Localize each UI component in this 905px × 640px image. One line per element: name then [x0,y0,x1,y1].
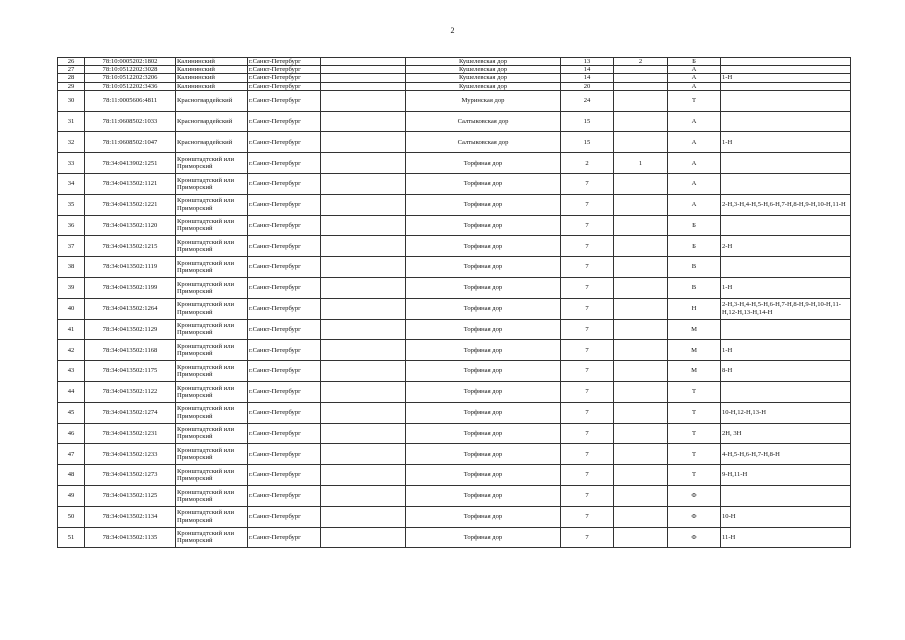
street-cell: Кушелевская дор [406,74,561,82]
building-number-cell [614,215,668,236]
street-cell: Торфяная дор [406,277,561,298]
cadastral-number-cell: 78:34:0413502:1199 [85,277,176,298]
row-number-cell: 31 [58,111,85,132]
letter-cell: Т [668,465,721,486]
street-cell: Торфяная дор [406,506,561,527]
district-cell: Кронштадтский или Приморский [176,465,248,486]
street-cell: Торфяная дор [406,257,561,278]
empty-cell [321,257,406,278]
letter-cell: М [668,340,721,361]
empty-cell [321,111,406,132]
row-number-cell: 43 [58,361,85,382]
house-number-cell: 7 [561,277,614,298]
table-row [58,174,851,195]
house-number-cell: 14 [561,74,614,82]
street-cell: Торфяная дор [406,444,561,465]
city-cell: г.Санкт-Петербург [248,132,321,153]
row-number-cell: 40 [58,298,85,319]
letter-cell: Т [668,90,721,111]
premises-cell [721,82,851,90]
cadastral-number-cell: 78:11:0608502:1047 [85,132,176,153]
table-row [58,298,851,319]
cadastral-number-cell: 78:34:0413502:1120 [85,215,176,236]
city-cell: г.Санкт-Петербург [248,402,321,423]
row-number-cell: 45 [58,402,85,423]
letter-cell: Б [668,236,721,257]
premises-cell [721,485,851,506]
cadastral-number-cell: 78:34:0413502:1274 [85,402,176,423]
premises-cell: 2-Н [721,236,851,257]
street-cell: Торфяная дор [406,361,561,382]
city-cell: г.Санкт-Петербург [248,506,321,527]
building-number-cell: 2 [614,58,668,66]
building-number-cell [614,194,668,215]
table-row [58,257,851,278]
premises-cell [721,381,851,402]
house-number-cell: 7 [561,298,614,319]
row-number-cell: 35 [58,194,85,215]
building-number-cell [614,132,668,153]
letter-cell: Н [668,298,721,319]
table-row [58,527,851,548]
house-number-cell: 7 [561,423,614,444]
row-number-cell: 37 [58,236,85,257]
cadastral-number-cell: 78:34:0413502:1135 [85,527,176,548]
house-number-cell: 7 [561,506,614,527]
house-number-cell: 7 [561,402,614,423]
house-number-cell: 7 [561,194,614,215]
street-cell: Муринская дор [406,90,561,111]
letter-cell: Т [668,381,721,402]
letter-cell: А [668,174,721,195]
letter-cell: Ф [668,485,721,506]
premises-cell: 1-Н [721,340,851,361]
premises-cell [721,66,851,74]
row-number-cell: 32 [58,132,85,153]
district-cell: Кронштадтский или Приморский [176,194,248,215]
city-cell: г.Санкт-Петербург [248,298,321,319]
cadastral-number-cell: 78:34:0413502:1129 [85,319,176,340]
table-row [58,82,851,90]
row-number-cell: 26 [58,58,85,66]
row-number-cell: 34 [58,174,85,195]
house-number-cell: 20 [561,82,614,90]
building-number-cell [614,82,668,90]
building-number-cell [614,277,668,298]
row-number-cell: 50 [58,506,85,527]
city-cell: г.Санкт-Петербург [248,111,321,132]
city-cell: г.Санкт-Петербург [248,257,321,278]
building-number-cell [614,340,668,361]
premises-cell [721,111,851,132]
city-cell: г.Санкт-Петербург [248,361,321,382]
empty-cell [321,153,406,174]
table-row [58,215,851,236]
letter-cell: М [668,361,721,382]
house-number-cell: 14 [561,66,614,74]
cadastral-number-cell: 78:34:0413502:1122 [85,381,176,402]
table-row [58,506,851,527]
table-row [58,74,851,82]
district-cell: Кронштадтский или Приморский [176,298,248,319]
house-number-cell: 7 [561,236,614,257]
cadastral-number-cell: 78:34:0413502:1221 [85,194,176,215]
house-number-cell: 24 [561,90,614,111]
letter-cell: А [668,66,721,74]
empty-cell [321,444,406,465]
city-cell: г.Санкт-Петербург [248,74,321,82]
district-cell: Кронштадтский или Приморский [176,215,248,236]
table-row [58,58,851,66]
building-number-cell [614,111,668,132]
building-number-cell [614,506,668,527]
empty-cell [321,82,406,90]
empty-cell [321,340,406,361]
city-cell: г.Санкт-Петербург [248,174,321,195]
building-number-cell [614,465,668,486]
table-row [58,66,851,74]
city-cell: г.Санкт-Петербург [248,340,321,361]
cadastral-number-cell: 78:34:0413502:1215 [85,236,176,257]
district-cell: Кронштадтский или Приморский [176,402,248,423]
district-cell: Кронштадтский или Приморский [176,153,248,174]
row-number-cell: 48 [58,465,85,486]
district-cell: Кронштадтский или Приморский [176,319,248,340]
street-cell: Торфяная дор [406,236,561,257]
premises-cell [721,153,851,174]
premises-cell [721,174,851,195]
street-cell: Торфяная дор [406,298,561,319]
row-number-cell: 27 [58,66,85,74]
district-cell: Кронштадтский или Приморский [176,444,248,465]
street-cell: Торфяная дор [406,465,561,486]
empty-cell [321,361,406,382]
row-number-cell: 30 [58,90,85,111]
premises-cell [721,58,851,66]
district-cell: Кронштадтский или Приморский [176,236,248,257]
cadastral-number-cell: 78:11:0608502:1033 [85,111,176,132]
street-cell: Торфяная дор [406,485,561,506]
empty-cell [321,381,406,402]
premises-cell: 9-Н,11-Н [721,465,851,486]
city-cell: г.Санкт-Петербург [248,236,321,257]
table-row [58,465,851,486]
premises-cell: 1-Н [721,74,851,82]
city-cell: г.Санкт-Петербург [248,277,321,298]
table-row [58,381,851,402]
page-number: 2 [450,26,455,35]
premises-cell: 1-Н [721,277,851,298]
house-number-cell: 7 [561,381,614,402]
district-cell: Кронштадтский или Приморский [176,381,248,402]
empty-cell [321,423,406,444]
letter-cell: В [668,257,721,278]
house-number-cell: 7 [561,465,614,486]
table-row [58,485,851,506]
premises-cell: 10-Н [721,506,851,527]
building-number-cell [614,381,668,402]
cadastral-number-cell: 78:10:0512202:3436 [85,82,176,90]
street-cell: Кушелевская дор [406,58,561,66]
empty-cell [321,465,406,486]
cadastral-number-cell: 78:34:0413502:1134 [85,506,176,527]
empty-cell [321,58,406,66]
row-number-cell: 39 [58,277,85,298]
empty-cell [321,194,406,215]
cadastral-number-cell: 78:11:0005606:4811 [85,90,176,111]
street-cell: Торфяная дор [406,381,561,402]
building-number-cell [614,298,668,319]
street-cell: Торфяная дор [406,215,561,236]
building-number-cell [614,402,668,423]
letter-cell: А [668,74,721,82]
street-cell: Кушелевская дор [406,66,561,74]
row-number-cell: 38 [58,257,85,278]
district-cell: Красногвардейский [176,111,248,132]
street-cell: Торфяная дор [406,423,561,444]
cadastral-number-cell: 78:34:0413502:1121 [85,174,176,195]
letter-cell: Т [668,423,721,444]
table-row [58,444,851,465]
house-number-cell: 7 [561,174,614,195]
street-cell: Торфяная дор [406,153,561,174]
city-cell: г.Санкт-Петербург [248,423,321,444]
cadastral-number-cell: 78:34:0413502:1125 [85,485,176,506]
empty-cell [321,485,406,506]
table-row [58,319,851,340]
premises-cell [721,90,851,111]
property-table [57,57,851,548]
row-number-cell: 51 [58,527,85,548]
cadastral-number-cell: 78:34:0413502:1175 [85,361,176,382]
table-row [58,132,851,153]
cadastral-number-cell: 78:34:0413502:1233 [85,444,176,465]
district-cell: Красногвардейский [176,90,248,111]
street-cell: Кушелевская дор [406,82,561,90]
city-cell: г.Санкт-Петербург [248,90,321,111]
empty-cell [321,298,406,319]
house-number-cell: 2 [561,153,614,174]
district-cell: Красногвардейский [176,132,248,153]
building-number-cell [614,319,668,340]
building-number-cell [614,361,668,382]
city-cell: г.Санкт-Петербург [248,58,321,66]
house-number-cell: 13 [561,58,614,66]
district-cell: Калининский [176,74,248,82]
table-row [58,236,851,257]
row-number-cell: 28 [58,74,85,82]
empty-cell [321,66,406,74]
table-row [58,277,851,298]
building-number-cell [614,236,668,257]
city-cell: г.Санкт-Петербург [248,82,321,90]
city-cell: г.Санкт-Петербург [248,153,321,174]
street-cell: Салтыковская дор [406,132,561,153]
letter-cell: А [668,132,721,153]
letter-cell: А [668,111,721,132]
city-cell: г.Санкт-Петербург [248,215,321,236]
house-number-cell: 15 [561,132,614,153]
street-cell: Торфяная дор [406,340,561,361]
letter-cell: А [668,194,721,215]
table-row [58,361,851,382]
district-cell: Кронштадтский или Приморский [176,257,248,278]
house-number-cell: 7 [561,485,614,506]
row-number-cell: 49 [58,485,85,506]
letter-cell: Ф [668,527,721,548]
house-number-cell: 7 [561,257,614,278]
empty-cell [321,132,406,153]
street-cell: Торфяная дор [406,174,561,195]
city-cell: г.Санкт-Петербург [248,319,321,340]
building-number-cell [614,423,668,444]
empty-cell [321,174,406,195]
table-row [58,194,851,215]
house-number-cell: 7 [561,361,614,382]
letter-cell: А [668,82,721,90]
building-number-cell [614,90,668,111]
premises-cell: 11-Н [721,527,851,548]
cadastral-number-cell: 78:34:0413502:1273 [85,465,176,486]
premises-cell: 2-Н,3-Н,4-Н,5-Н,6-Н,7-Н,8-Н,9-Н,10-Н,11-Н,12-Н,13-Н,14-Н [721,298,851,319]
row-number-cell: 33 [58,153,85,174]
district-cell: Кронштадтский или Приморский [176,277,248,298]
letter-cell: Б [668,215,721,236]
building-number-cell [614,174,668,195]
premises-cell: 2-Н,3-Н,4-Н,5-Н,6-Н,7-Н,8-Н,9-Н,10-Н,11-Н [721,194,851,215]
empty-cell [321,319,406,340]
premises-cell [721,257,851,278]
district-cell: Кронштадтский или Приморский [176,527,248,548]
cadastral-number-cell: 78:10:0005202:1802 [85,58,176,66]
city-cell: г.Санкт-Петербург [248,527,321,548]
empty-cell [321,506,406,527]
city-cell: г.Санкт-Петербург [248,485,321,506]
table-row [58,402,851,423]
street-cell: Торфяная дор [406,402,561,423]
row-number-cell: 41 [58,319,85,340]
letter-cell: Т [668,444,721,465]
city-cell: г.Санкт-Петербург [248,444,321,465]
letter-cell: В [668,277,721,298]
city-cell: г.Санкт-Петербург [248,66,321,74]
row-number-cell: 47 [58,444,85,465]
district-cell: Кронштадтский или Приморский [176,506,248,527]
empty-cell [321,90,406,111]
row-number-cell: 46 [58,423,85,444]
premises-cell: 4-Н,5-Н,6-Н,7-Н,8-Н [721,444,851,465]
district-cell: Калининский [176,66,248,74]
premises-cell: 10-Н,12-Н,13-Н [721,402,851,423]
letter-cell: А [668,153,721,174]
district-cell: Кронштадтский или Приморский [176,485,248,506]
table-row [58,340,851,361]
street-cell: Торфяная дор [406,194,561,215]
cadastral-number-cell: 78:34:0413502:1168 [85,340,176,361]
street-cell: Торфяная дор [406,319,561,340]
empty-cell [321,236,406,257]
table-row [58,90,851,111]
building-number-cell [614,485,668,506]
city-cell: г.Санкт-Петербург [248,194,321,215]
cadastral-number-cell: 78:10:0512202:3028 [85,66,176,74]
house-number-cell: 7 [561,215,614,236]
table-body [58,58,851,548]
row-number-cell: 36 [58,215,85,236]
building-number-cell: 1 [614,153,668,174]
premises-cell: 2Н, 3Н [721,423,851,444]
empty-cell [321,215,406,236]
building-number-cell [614,74,668,82]
city-cell: г.Санкт-Петербург [248,381,321,402]
house-number-cell: 7 [561,444,614,465]
letter-cell: М [668,319,721,340]
premises-cell [721,215,851,236]
city-cell: г.Санкт-Петербург [248,465,321,486]
cadastral-number-cell: 78:10:0512202:3206 [85,74,176,82]
house-number-cell: 7 [561,527,614,548]
building-number-cell [614,444,668,465]
empty-cell [321,402,406,423]
row-number-cell: 42 [58,340,85,361]
table-row [58,111,851,132]
empty-cell [321,277,406,298]
empty-cell [321,527,406,548]
district-cell: Кронштадтский или Приморский [176,423,248,444]
empty-cell [321,74,406,82]
district-cell: Кронштадтский или Приморский [176,361,248,382]
cadastral-number-cell: 78:34:0413502:1119 [85,257,176,278]
street-cell: Торфяная дор [406,527,561,548]
cadastral-number-cell: 78:34:0413502:1231 [85,423,176,444]
building-number-cell [614,257,668,278]
district-cell: Калининский [176,82,248,90]
premises-cell [721,319,851,340]
district-cell: Калининский [176,58,248,66]
house-number-cell: 7 [561,340,614,361]
district-cell: Кронштадтский или Приморский [176,174,248,195]
letter-cell: Б [668,58,721,66]
building-number-cell [614,527,668,548]
letter-cell: Т [668,402,721,423]
letter-cell: Ф [668,506,721,527]
cadastral-number-cell: 78:34:0413502:1264 [85,298,176,319]
house-number-cell: 15 [561,111,614,132]
row-number-cell: 29 [58,82,85,90]
street-cell: Салтыковская дор [406,111,561,132]
table-row [58,423,851,444]
building-number-cell [614,66,668,74]
row-number-cell: 44 [58,381,85,402]
premises-cell: 1-Н [721,132,851,153]
premises-cell: 8-Н [721,361,851,382]
district-cell: Кронштадтский или Приморский [176,340,248,361]
house-number-cell: 7 [561,319,614,340]
cadastral-number-cell: 78:34:0413902:1251 [85,153,176,174]
table-row [58,153,851,174]
